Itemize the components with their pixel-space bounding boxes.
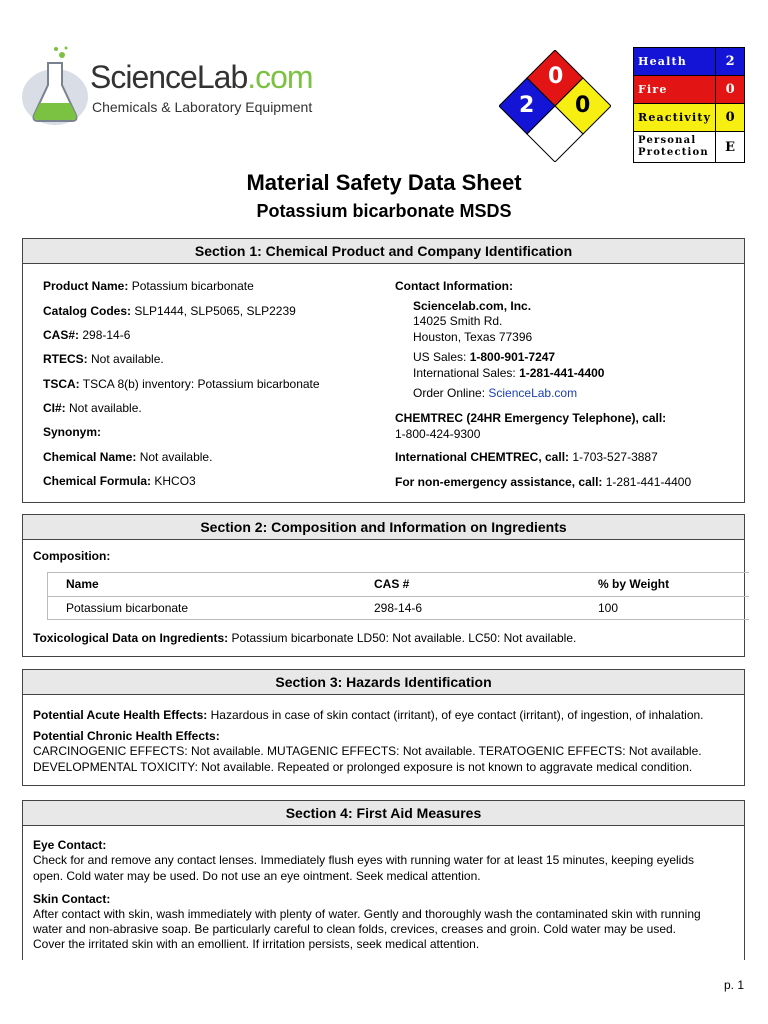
hmis-row-health bbox=[634, 48, 745, 76]
section-1-heading: Section 1: Chemical Product and Company Identification bbox=[23, 239, 744, 264]
skin-contact-line-2: water and non-abrasive soap. Be particularly careful to clean folds, crevices, creases and groin. Cold water may be used. bbox=[33, 922, 676, 936]
section-3-heading: Section 3: Hazards Identification bbox=[23, 670, 744, 695]
us-sales-phone: 1-800-901-7247 bbox=[469, 350, 556, 364]
page-number: p. 1 bbox=[724, 978, 745, 992]
sciencelab-logo bbox=[20, 45, 313, 135]
intl-chemtrec-row bbox=[395, 450, 658, 465]
field-value: Not available. bbox=[65, 401, 142, 415]
table-cell-name: Potassium bicarbonate bbox=[66, 601, 189, 615]
section-3 bbox=[22, 669, 745, 786]
table-cell-weight: 100 bbox=[598, 601, 619, 615]
non-emergency-row bbox=[395, 475, 691, 490]
tsca-row bbox=[43, 377, 320, 392]
synonym-row bbox=[43, 425, 101, 440]
field-value: Potassium bicarbonate bbox=[128, 279, 254, 293]
contact-info-label: Contact Information: bbox=[395, 279, 513, 293]
field-label: Synonym: bbox=[43, 425, 102, 439]
skin-contact-line-1: After contact with skin, wash immediately with plenty of water. Gently and thoroughly wash the contaminated skin with running bbox=[33, 907, 701, 921]
acute-effects-label: Potential Acute Health Effects: bbox=[33, 708, 208, 722]
product-name-row bbox=[43, 279, 254, 294]
field-label: CI#: bbox=[43, 401, 66, 415]
section-2-heading: Section 2: Composition and Information on Ingredients bbox=[23, 515, 744, 540]
eye-contact-line-1: Check for and remove any contact lenses. Immediately flush eyes with running water for at least 15 minutes, keeping eyelids bbox=[33, 853, 695, 867]
column-header-name: Name bbox=[66, 577, 99, 591]
intl-sales-label: International Sales: bbox=[413, 366, 520, 380]
field-label: TSCA: bbox=[43, 377, 80, 391]
hmis-rating-table bbox=[633, 47, 745, 163]
nfpa-fire-rating: 0 bbox=[548, 64, 564, 89]
field-value: Not available. bbox=[87, 352, 164, 366]
table-divider bbox=[48, 596, 749, 597]
hmis-value: 2 bbox=[716, 48, 745, 76]
intl-chemtrec-phone: 1-703-527-3887 bbox=[569, 450, 658, 464]
hmis-label: Reactivity bbox=[634, 104, 716, 132]
logo-tagline: Chemicals & Laboratory Equipment bbox=[92, 99, 313, 115]
section-4-heading: Section 4: First Aid Measures bbox=[23, 801, 744, 826]
hmis-label: Personal Protection bbox=[634, 132, 716, 163]
logo-dotcom: .com bbox=[247, 59, 313, 95]
field-label: Chemical Name: bbox=[43, 450, 137, 464]
company-name: Sciencelab.com, Inc. bbox=[413, 299, 532, 313]
field-value: SLP1444, SLP5065, SLP2239 bbox=[131, 304, 296, 318]
sciencelab-link[interactable]: ScienceLab.com bbox=[488, 386, 578, 400]
field-label: Product Name: bbox=[43, 279, 129, 293]
us-sales-label: US Sales: bbox=[413, 350, 470, 364]
field-label: Catalog Codes: bbox=[43, 304, 132, 318]
eye-contact-label: Eye Contact: bbox=[33, 838, 107, 852]
rtecs-row bbox=[43, 352, 164, 367]
chemical-name-row bbox=[43, 450, 212, 465]
non-emergency-phone: 1-281-441-4400 bbox=[602, 475, 692, 489]
column-header-cas: CAS # bbox=[374, 577, 410, 591]
hmis-row-reactivity bbox=[634, 104, 745, 132]
hmis-row-fire bbox=[634, 76, 745, 104]
section-1 bbox=[22, 238, 745, 503]
composition-table bbox=[47, 572, 749, 620]
eye-contact-line-2: open. Cold water may be used. Do not use an eye ointment. Seek medical attention. bbox=[33, 869, 481, 883]
toxicological-label: Toxicological Data on Ingredients: bbox=[33, 631, 229, 645]
hmis-label: Health bbox=[634, 48, 716, 76]
logo-lab: Lab bbox=[196, 59, 248, 95]
nfpa-diamond bbox=[499, 50, 611, 162]
order-online-label: Order Online: bbox=[413, 386, 489, 400]
chemtrec-label: CHEMTREC (24HR Emergency Telephone), call: bbox=[395, 411, 667, 425]
document-subtitle: Potassium bicarbonate MSDS bbox=[256, 201, 512, 221]
intl-sales-row bbox=[413, 366, 604, 381]
column-header-weight: % by Weight bbox=[598, 577, 670, 591]
composition-label: Composition: bbox=[33, 549, 111, 563]
field-label: RTECS: bbox=[43, 352, 88, 366]
toxicological-value: Potassium bicarbonate LD50: Not available. LC50: Not available. bbox=[228, 631, 577, 645]
intl-chemtrec-label: International CHEMTREC, call: bbox=[395, 450, 570, 464]
hmis-value: E bbox=[716, 132, 745, 163]
logo-wordmark bbox=[90, 59, 313, 95]
hmis-row-protection bbox=[634, 132, 745, 163]
nfpa-health-rating: 2 bbox=[519, 93, 535, 118]
field-label: Chemical Formula: bbox=[43, 474, 152, 488]
hmis-value: 0 bbox=[716, 104, 745, 132]
table-cell-cas: 298-14-6 bbox=[374, 601, 423, 615]
ci-row bbox=[43, 401, 142, 416]
hmis-label: Fire bbox=[634, 76, 716, 104]
order-online-row bbox=[413, 386, 577, 401]
field-value: TSCA 8(b) inventory: Potassium bicarbonate bbox=[79, 377, 320, 391]
acute-effects-text: Hazardous in case of skin contact (irritant), of eye contact (irritant), of ingestion, of inhalation. bbox=[207, 708, 704, 722]
field-value: Not available. bbox=[136, 450, 213, 464]
address-line-1: 14025 Smith Rd. bbox=[413, 314, 503, 328]
section-2 bbox=[22, 514, 745, 657]
cas-row bbox=[43, 328, 130, 343]
acute-effects-row bbox=[33, 708, 704, 723]
chronic-effects-label: Potential Chronic Health Effects: bbox=[33, 729, 220, 743]
non-emergency-label: For non-emergency assistance, call: bbox=[395, 475, 603, 489]
field-value: KHCO3 bbox=[151, 474, 196, 488]
field-label: CAS#: bbox=[43, 328, 80, 342]
catalog-codes-row bbox=[43, 304, 296, 319]
chronic-effects-line-1: CARCINOGENIC EFFECTS: Not available. MUTAGENIC EFFECTS: Not available. TERATOGENIC EFFECTS: Not available. bbox=[33, 744, 702, 758]
chemical-formula-row bbox=[43, 474, 196, 489]
us-sales-row bbox=[413, 350, 555, 365]
toxicological-data-row bbox=[33, 631, 576, 646]
chronic-effects-line-2: DEVELOPMENTAL TOXICITY: Not available. Repeated or prolonged exposure is not known to aggravate medical condition. bbox=[33, 760, 693, 774]
skin-contact-line-3: Cover the irritated skin with an emollient. If irritation persists, seek medical attention. bbox=[33, 937, 480, 951]
hmis-value: 0 bbox=[716, 76, 745, 104]
chemtrec-phone: 1-800-424-9300 bbox=[395, 427, 481, 441]
document-title: Material Safety Data Sheet bbox=[246, 170, 522, 195]
address-line-2: Houston, Texas 77396 bbox=[413, 330, 533, 344]
flask-icon bbox=[20, 45, 90, 135]
logo-science: Science bbox=[90, 59, 197, 95]
nfpa-reactivity-rating: 0 bbox=[575, 93, 591, 118]
field-value: 298-14-6 bbox=[79, 328, 131, 342]
intl-sales-phone: 1-281-441-4400 bbox=[519, 366, 605, 380]
section-4 bbox=[22, 800, 745, 960]
skin-contact-label: Skin Contact: bbox=[33, 892, 111, 906]
